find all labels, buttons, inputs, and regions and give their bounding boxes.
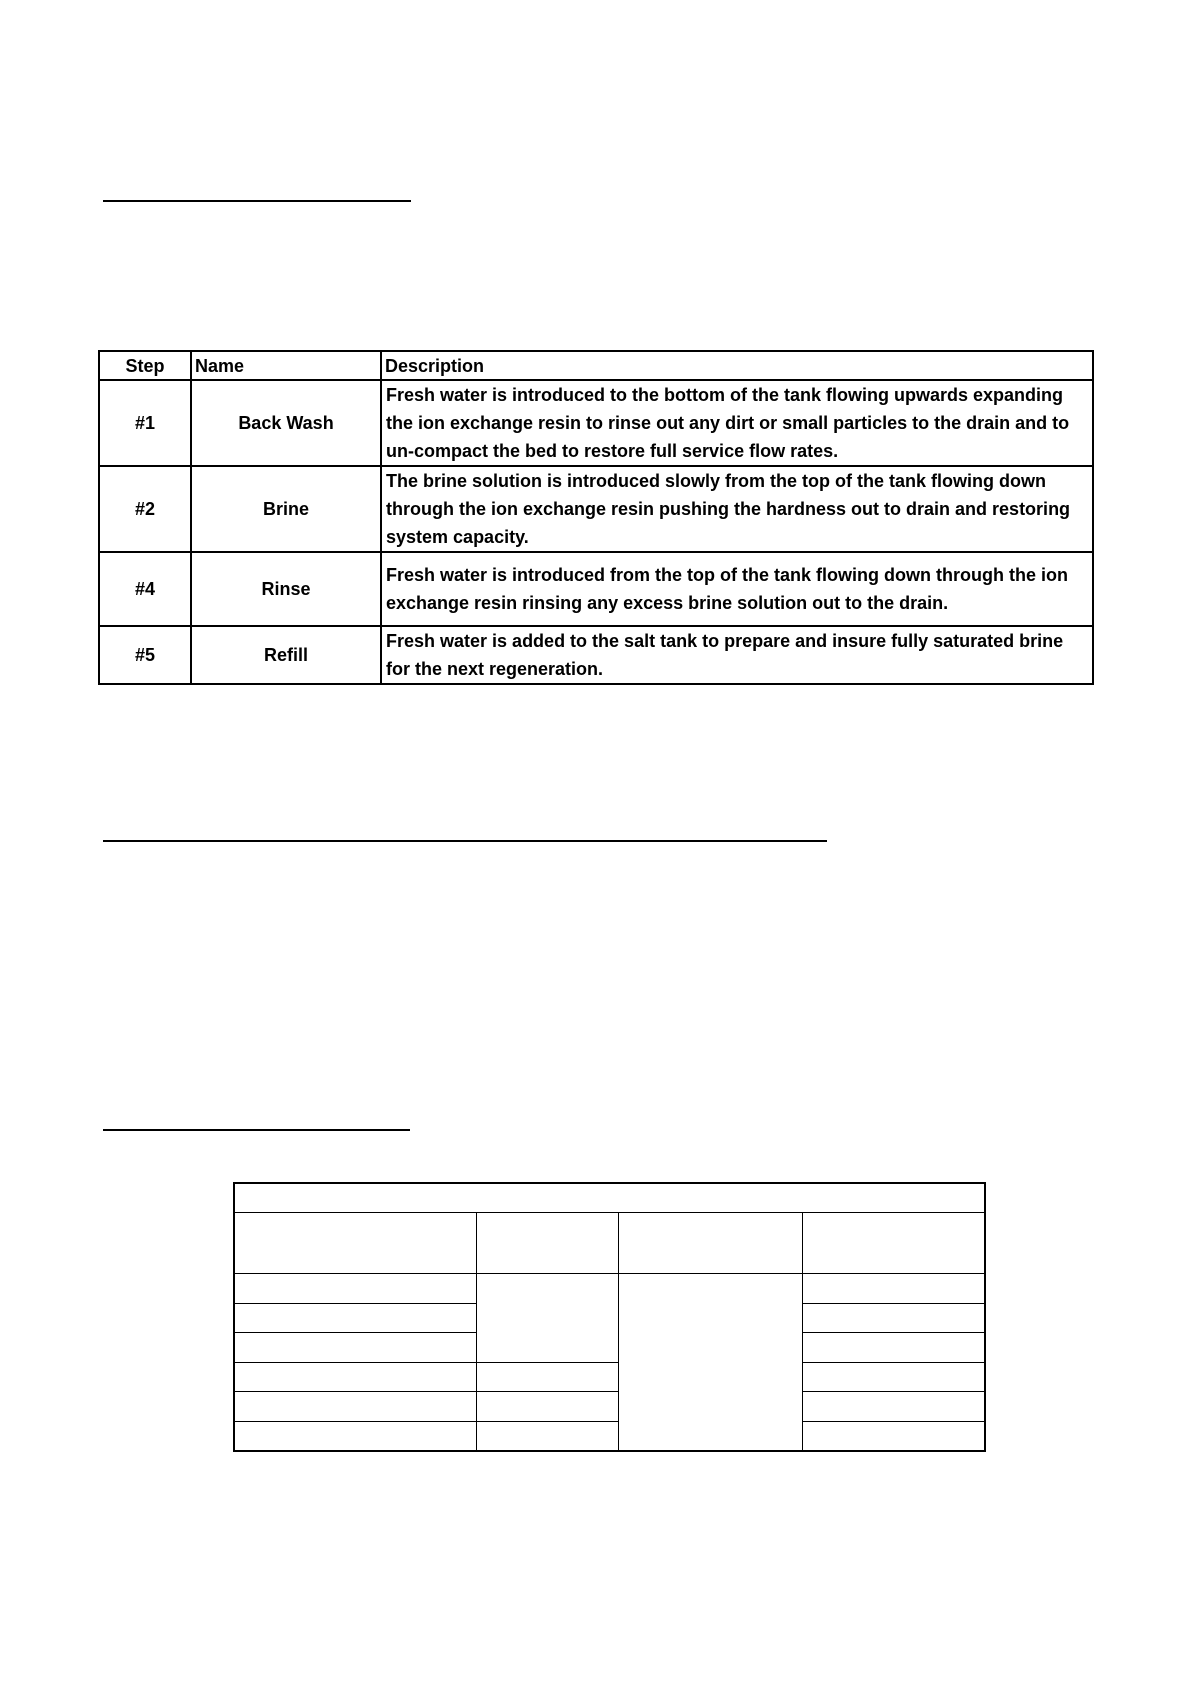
grid-cell [234,1333,476,1362]
step-description: Fresh water is added to the salt tank to prepare and insure fully saturated brine for the next regeneration. [381,626,1093,684]
header-name: Name [191,351,381,380]
grid-cell [234,1392,476,1421]
table-row [99,466,1093,552]
grid-cell [802,1333,985,1362]
grid-cell [802,1303,985,1332]
table-row [99,552,1093,626]
empty-grid-table [233,1182,986,1452]
grid-cell [234,1303,476,1332]
grid-cell [234,1274,476,1303]
step-description: The brine solution is introduced slowly from the top of the tank flowing down through the ion exchange resin pushing the hardness out to drain and restoring system capacity. [381,466,1093,552]
grid-cell [802,1213,985,1274]
grid-row [234,1274,985,1303]
step-description: Fresh water is introduced to the bottom of the tank flowing upwards expanding the ion exchange resin to rinse out any dirt or small particles to the drain and to un-compact the bed to restore full service flow rates. [381,380,1093,466]
grid-row [234,1362,985,1391]
section-rule-top [103,200,411,202]
grid-cell [476,1213,618,1274]
grid-row [234,1421,985,1451]
grid-row [234,1392,985,1421]
grid-cell [234,1421,476,1451]
step-number: #5 [99,626,191,684]
table-row [99,626,1093,684]
grid-cell [802,1392,985,1421]
step-name: Refill [191,626,381,684]
grid-title-row [234,1183,985,1213]
grid-merged-cell [476,1274,618,1362]
grid-cell [234,1362,476,1391]
section-rule-middle [103,840,827,842]
grid-cell [476,1392,618,1421]
grid-header-row [234,1213,985,1274]
header-description: Description [381,351,1093,380]
header-step: Step [99,351,191,380]
step-name: Back Wash [191,380,381,466]
step-description: Fresh water is introduced from the top of the tank flowing down through the ion exchange resin rinsing any excess brine solution out to the drain. [381,552,1093,626]
grid-cell [802,1362,985,1391]
grid-cell [476,1362,618,1391]
grid-cell [234,1183,985,1213]
grid-cell [476,1421,618,1451]
table-row [99,380,1093,466]
grid-cell [802,1274,985,1303]
grid-cell [234,1213,476,1274]
grid-merged-cell [618,1274,802,1451]
regeneration-steps-table [98,350,1094,685]
step-number: #4 [99,552,191,626]
grid-cell [618,1213,802,1274]
grid-cell [802,1421,985,1451]
step-name: Brine [191,466,381,552]
step-name: Rinse [191,552,381,626]
section-rule-bottom [103,1129,410,1131]
step-number: #2 [99,466,191,552]
step-number: #1 [99,380,191,466]
table-header-row [99,351,1093,380]
